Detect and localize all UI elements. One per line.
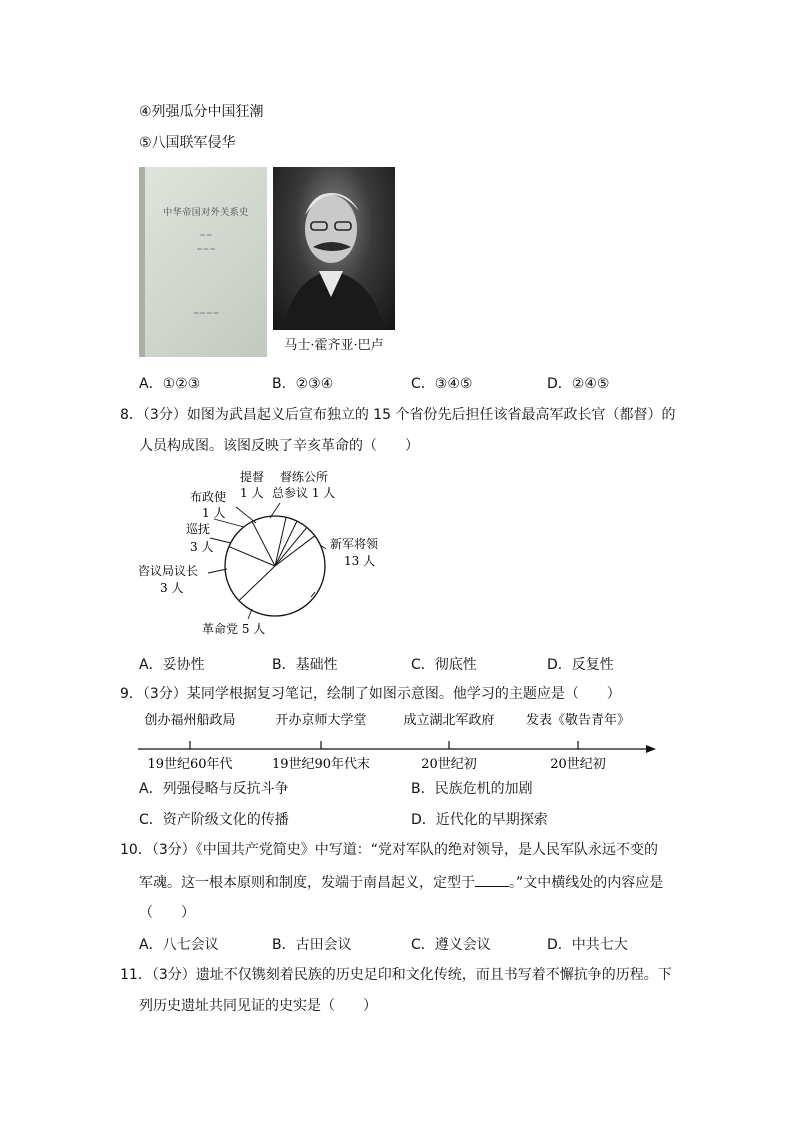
- q8-option-d[interactable]: D．反复性: [547, 657, 614, 673]
- q10-option-d[interactable]: D．中共七大: [547, 937, 628, 953]
- q10-answer-blank: [475, 872, 509, 887]
- timeline-event-3: 成立湖北军政府: [403, 713, 495, 728]
- book-author-mark: ▁ ▁ ▁: [197, 243, 215, 250]
- label-xunfu-count: 3 人: [190, 540, 214, 554]
- q7-option-b[interactable]: B．②③④: [272, 376, 334, 392]
- q9-stem: 9．（3分）某同学根据复习笔记，绘制了如图示意图。他学习的主题应是（ ）: [120, 686, 621, 702]
- q10-option-a[interactable]: A．八七会议: [139, 937, 219, 953]
- portrait-photo: [273, 167, 395, 330]
- q10-stem-line2-part2: 。”文中横线处的内容应是: [509, 875, 664, 891]
- label-ziyi: 咨议局议长: [138, 564, 199, 578]
- q7-option-d[interactable]: D．②④⑤: [547, 376, 610, 392]
- label-ziyi-count: 3 人: [160, 581, 184, 595]
- q7-item-5: ⑤八国联军侵华: [139, 135, 236, 151]
- portrait-figure: [273, 167, 395, 330]
- timeline-event-4: 发表《敬告青年》: [525, 713, 631, 728]
- book-subtitle-mark: ▁ ▁: [200, 229, 212, 236]
- label-geming: 革命党 5 人: [202, 622, 266, 636]
- q8-pie-chart: [130, 465, 400, 645]
- label-xinjun-count: 13 人: [344, 554, 376, 568]
- leader-ziyi: [208, 569, 227, 573]
- leader-tidu: [236, 507, 256, 523]
- label-lianbu-count: 总参议 1 人: [272, 486, 336, 500]
- label-xinjun: 新军将领: [330, 537, 379, 551]
- q7-item-4: ④列强瓜分中国狂潮: [139, 104, 264, 120]
- q10-stem-line1: 10．（3分）《中国共产党简史》中写道：“党对军队的绝对领导，是人民军队永远不变的: [120, 842, 658, 858]
- pie-slice-boundary-2: [239, 566, 275, 601]
- q10-stem-line3: （ ）: [139, 905, 195, 921]
- label-tidu-count: 1 人: [240, 486, 264, 500]
- label-xunfu: 巡抚: [186, 522, 211, 536]
- book-title: 中华帝国对外关系史: [163, 208, 249, 218]
- timeline-period-3: 20世纪初: [421, 757, 477, 772]
- pie-slice-boundary-3: [229, 547, 275, 566]
- pie-slice-boundary-4: [252, 522, 275, 567]
- book-publisher-mark: ▁ ▁ ▁ ▁: [193, 307, 219, 314]
- q11-stem-line1: 11．（3分）遗址不仅镌刻着民族的历史足印和文化传统，而且书写着不懈抗争的历程。下: [120, 967, 672, 983]
- label-tidu: 提督: [240, 470, 265, 484]
- q8-stem-line2: 人员构成图。该图反映了辛亥革命的（ ）: [139, 438, 419, 454]
- leader-geming: [248, 609, 252, 619]
- portrait-caption: 马士·霍齐亚·巴卢: [284, 338, 384, 353]
- timeline-period-1: 19世纪60年代: [147, 757, 233, 772]
- leader-buzheng: [214, 519, 244, 527]
- q9-option-c[interactable]: C．资产阶级文化的传播: [139, 812, 289, 828]
- timeline-period-4: 20世纪初: [550, 757, 606, 772]
- q10-option-b[interactable]: B．古田会议: [272, 937, 352, 953]
- q8-option-a[interactable]: A．妥协性: [139, 657, 205, 673]
- timeline-arrow-icon: [646, 745, 656, 753]
- q11-stem-line2: 列历史遗址共同见证的史实是（ ）: [139, 998, 377, 1014]
- q9-option-d[interactable]: D．近代化的早期探索: [411, 812, 548, 828]
- label-lianbu: 督练公所: [280, 470, 329, 484]
- q9-option-a[interactable]: A．列强侵略与反抗斗争: [139, 781, 289, 797]
- q8-option-b[interactable]: B．基础性: [272, 657, 338, 673]
- q8-stem-line1: 8．（3分）如图为武昌起义后宣布独立的 15 个省份先后担任该省最高军政长官（都督）的: [120, 407, 676, 423]
- q9-option-b[interactable]: B．民族危机的加剧: [411, 781, 533, 797]
- q8-option-c[interactable]: C．彻底性: [411, 657, 477, 673]
- q10-stem-line2-part1: 军魂。这一根本原则和制度，发端于南昌起义，定型于: [139, 875, 475, 891]
- q10-option-c[interactable]: C．遵义会议: [411, 937, 491, 953]
- q7-option-a[interactable]: A．①②③: [139, 376, 201, 392]
- book-cover-image: [139, 167, 267, 357]
- q10-stem-line2: [139, 872, 663, 893]
- timeline-period-2: 19世纪90年代末: [271, 757, 371, 772]
- timeline-event-2: 开办京师大学堂: [275, 713, 367, 728]
- label-buzheng-count: 1 人: [202, 506, 226, 520]
- q7-option-c[interactable]: C．③④⑤: [411, 376, 473, 392]
- timeline-event-1: 创办福州船政局: [144, 713, 236, 728]
- q9-timeline: [130, 706, 660, 772]
- label-buzheng: 布政使: [190, 490, 227, 504]
